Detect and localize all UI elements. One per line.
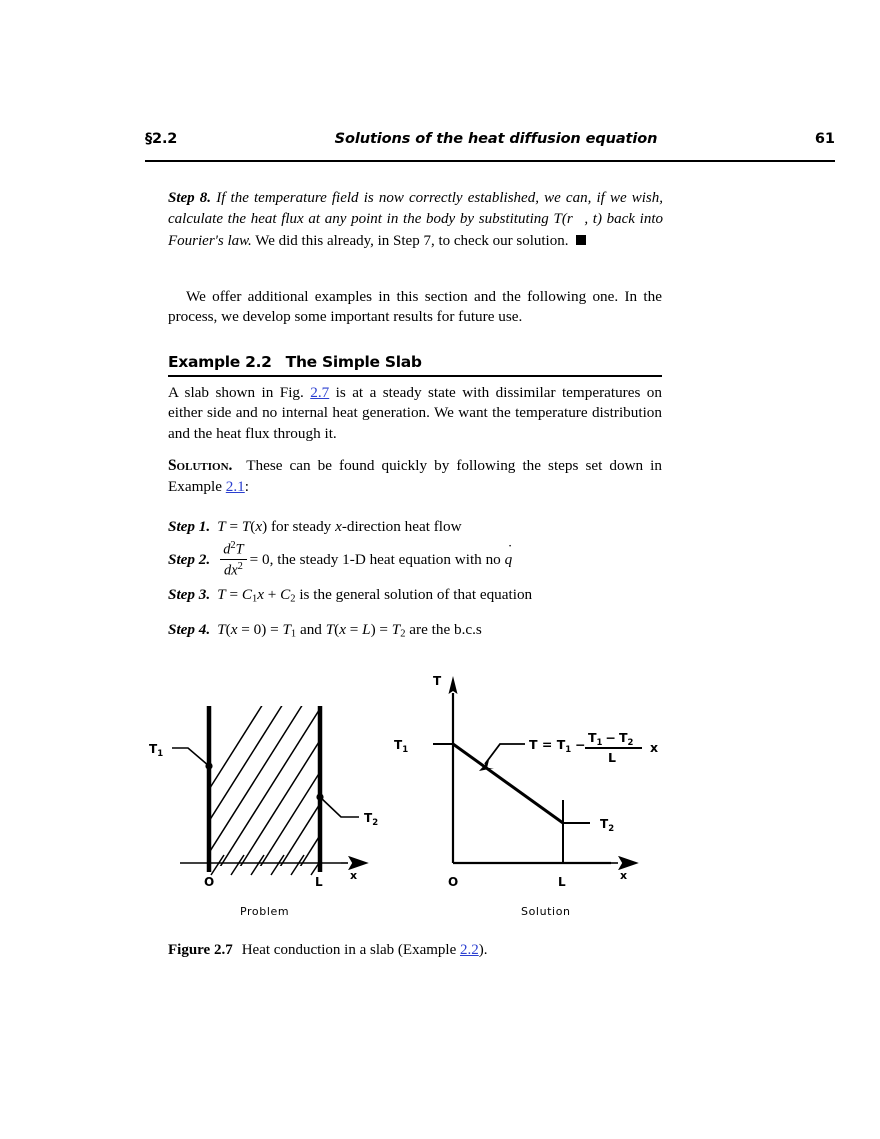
header-rule xyxy=(145,160,835,162)
example-reference-link[interactable]: 2.1 xyxy=(225,477,245,495)
paragraph-2-after-link: is at a steady state with dissimilar temperatures on either side and no internal heat generation. We want the temperature distribution and the heat flux through it. xyxy=(168,384,662,442)
figure-caption-label: Figure 2.7 xyxy=(168,942,233,958)
step-8-roman-text: We did this already, in Step 7, to check our solution. xyxy=(255,232,569,249)
t1-leader-dot xyxy=(205,762,212,769)
solution-x-label: x xyxy=(620,869,628,882)
solution-t2-label: $T_2$ xyxy=(600,817,615,834)
figure-svg xyxy=(145,660,705,930)
step-1 xyxy=(168,518,462,536)
step-2 xyxy=(168,541,512,581)
figure-caption-text-before: Heat conduction in a slab (Example xyxy=(241,942,460,958)
step-1-label: Step 1. xyxy=(168,518,211,535)
problem-diagram xyxy=(148,696,408,889)
paragraph-3-before-link: These can be found quickly by following the steps set down in Example xyxy=(168,457,662,495)
temperature-profile-line xyxy=(453,744,563,823)
step-8-block xyxy=(168,188,663,252)
problem-t2-label: $T_2$ xyxy=(364,811,379,828)
example-heading-rule xyxy=(168,375,662,377)
example-heading xyxy=(168,353,662,371)
step-2-fraction xyxy=(220,540,246,580)
solution-sublabel: Solution xyxy=(521,905,571,918)
solution-equation-annotation xyxy=(529,730,658,765)
header-chapter-title: Solutions of the heat diffusion equation xyxy=(334,131,658,147)
slab-hatching xyxy=(148,696,408,886)
t1-leader-line xyxy=(172,748,209,766)
t2-leader-dot xyxy=(316,793,323,800)
paragraph-solution-intro xyxy=(168,456,662,497)
solution-length-label: L xyxy=(558,875,566,889)
problem-sublabel: Problem xyxy=(240,905,290,918)
end-of-proof-mark xyxy=(576,235,586,245)
fraction-numerator: $d^2T$ xyxy=(223,540,244,558)
step-8-italic-text: If the temperature field is now correctly established, we can, if we wish, calculate the heat flux at any point in the body by substituting T(r⃗, t) back into Fourier's law. xyxy=(168,190,664,249)
figure-2-7 xyxy=(145,660,705,930)
paragraph-problem-statement xyxy=(168,383,662,444)
paragraph-additional-examples xyxy=(168,287,662,327)
running-header xyxy=(145,131,835,157)
fraction-denominator: $dx^2$ xyxy=(224,561,243,579)
example-number: Example 2.2 xyxy=(168,353,272,371)
paragraph-3-after-link: : xyxy=(244,477,249,495)
equation-lhs: $T = T_1$ − xyxy=(529,737,586,755)
solution-t1-label: $T_1$ xyxy=(394,738,409,755)
equation-numerator: $T_1 - T_2$ xyxy=(588,730,634,748)
step-3-label: Step 3. xyxy=(168,586,211,603)
problem-x-label: x xyxy=(350,869,358,882)
equation-leader-line xyxy=(485,744,525,764)
step-8-label: Step 8. xyxy=(168,190,212,206)
figure-caption-text-after: ). xyxy=(478,942,488,958)
problem-length-label: L xyxy=(315,875,323,889)
solution-origin-label: O xyxy=(448,875,459,889)
t2-leader-line xyxy=(320,797,359,817)
header-page-number: 61 xyxy=(814,131,835,147)
solution-diagram xyxy=(394,674,658,889)
step-2-label: Step 2. xyxy=(168,551,211,569)
solution-t-axis-arrow xyxy=(449,676,458,694)
step-3-equation: $T = C_1x + C_2$ is the general solution of that equation xyxy=(217,586,533,605)
problem-t1-label: $T_1$ xyxy=(149,742,164,759)
solution-t-axis-label: T xyxy=(433,674,442,688)
paragraph-2-before-link: A slab shown in Fig. xyxy=(168,384,311,401)
paragraph-1-text: We offer additional examples in this section and the following one. In the process, we develop some important results for future use. xyxy=(168,288,662,326)
step-4-label: Step 4. xyxy=(168,621,211,638)
figure-reference-link[interactable]: 2.7 xyxy=(310,384,330,401)
step-4 xyxy=(168,621,482,640)
step-2-text: = 0, the steady 1-D heat equation with no q ˙ xyxy=(250,551,512,568)
figure-caption xyxy=(168,942,728,959)
problem-origin-label: O xyxy=(204,875,215,889)
step-1-equation: T = T(x) for steady x-direction heat flow xyxy=(217,518,462,535)
caption-example-link[interactable]: 2.2 xyxy=(459,942,479,958)
header-section-number: §2.2 xyxy=(145,131,178,147)
example-title: The Simple Slab xyxy=(285,353,422,371)
equation-variable: x xyxy=(650,740,659,755)
solution-lead-label: Solution. xyxy=(168,457,233,474)
step-4-equation: $T(x = 0) = T_1$ and $T(x = L) = T_2$ are the b.c.s xyxy=(217,621,482,640)
equation-denominator: L xyxy=(608,750,616,765)
step-3 xyxy=(168,586,532,605)
